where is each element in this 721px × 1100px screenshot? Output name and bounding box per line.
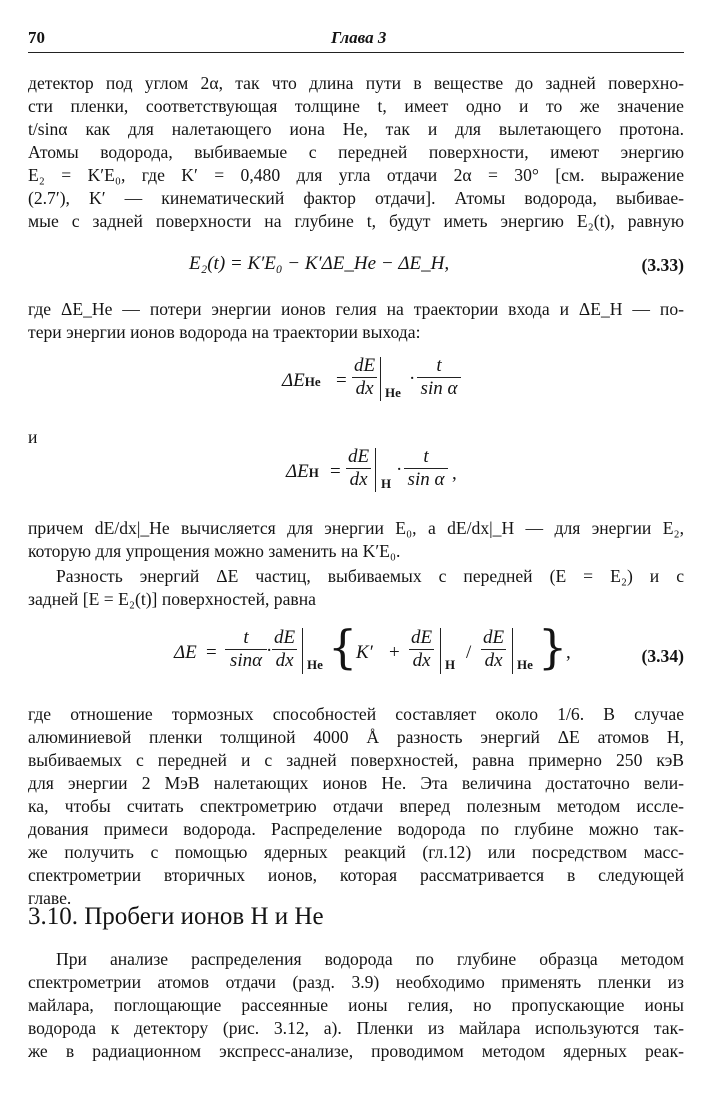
text-line: майлара, поглощающие рассеянные ионы гелия, но пропускающие ионы [28, 995, 684, 1015]
text-line: водорода к детектору (рис. 3.12, а). Пленки из майлара используются так- [28, 1018, 684, 1038]
fraction-t-sin [225, 627, 267, 672]
trailing-comma: , [452, 463, 457, 484]
text-line: где отношение тормозных способностей составляет около 1/6. В случае [28, 704, 684, 724]
denominator: dx [355, 378, 374, 399]
text-line: спектрометрии атомов отдачи (разд. 3.9) необходимо применять пленки из [28, 972, 684, 992]
numerator: t [225, 627, 267, 650]
multiply-dot: · [266, 640, 273, 661]
text-line: спектрометрии вторичных ионов, которая рассматривается в следующей [28, 865, 684, 885]
fraction-de-dx-he [481, 627, 506, 672]
eval-subscript: He [385, 385, 401, 400]
denominator: dx [275, 650, 294, 671]
evaluation-bar [375, 448, 376, 492]
running-head [28, 28, 684, 53]
text-line: При анализе распределения водорода по глубине образца методом [56, 949, 684, 969]
denominator: dx [349, 469, 368, 490]
eq-equals: = [336, 370, 347, 391]
eq-lhs-subscript: H [308, 465, 319, 480]
denominator: dx [412, 650, 431, 671]
text-line: алюминиевой пленки толщиной 4000 Å разность энергий ΔE атомов H, [28, 727, 684, 747]
numerator: dE [348, 446, 370, 467]
text-line: Разность энергий ΔE частиц, выбиваемых с передней (E = E₂) и с [56, 566, 684, 586]
close-brace: } [538, 620, 568, 674]
text-line: тери энергии ионов водорода на траектории выхода: [28, 322, 421, 342]
numerator: dE [274, 627, 296, 648]
evaluation-bar [440, 628, 441, 674]
text-line: E₂ = K′E₀, где K′ = 0,480 для угла отдачи 2α = 30° [см. выражение [28, 165, 684, 185]
section-heading: 3.10. Пробеги ионов H и He [28, 903, 324, 930]
eq-equals: = [206, 642, 217, 663]
denominator: sin α [407, 469, 445, 490]
eq-lhs [282, 370, 321, 392]
text-line: причем dE/dx|_He вычисляется для энергии E₀, а dE/dx|_H — для энергии E₂, [28, 518, 684, 538]
eq-equals: = [330, 461, 341, 482]
text-line: мые с задней поверхности на глубине t, будут иметь энергию E₂(t), равную [28, 211, 684, 231]
numerator: dE [411, 627, 433, 648]
fraction-de-dx [272, 627, 297, 672]
eq-lhs: ΔE [174, 642, 197, 663]
numerator: t [404, 446, 448, 469]
trailing-comma: , [566, 642, 571, 663]
fraction-de-dx [352, 355, 377, 400]
conjunction: и [28, 427, 38, 447]
multiply-dot: · [396, 459, 403, 480]
numerator: dE [354, 355, 376, 376]
numerator: dE [483, 627, 505, 648]
fraction-de-dx-h [409, 627, 434, 672]
eq-lhs-symbol: ΔE [286, 461, 309, 482]
eq-lhs-symbol: ΔE [282, 370, 305, 391]
denominator: dx [484, 650, 503, 671]
multiply-dot: · [409, 368, 416, 389]
division-slash: / [466, 642, 472, 663]
text-line: (2.7′), K′ — кинематический фактор отдачи]. Атомы водорода, выбивае- [28, 188, 684, 208]
fraction-t-sin [404, 446, 448, 491]
k-prime: K′ [356, 642, 373, 663]
eval-subscript: H [445, 657, 456, 672]
equation-number: (3.34) [641, 646, 684, 666]
page-number: 70 [28, 28, 45, 47]
eq-lhs-subscript: He [304, 374, 321, 389]
fraction-de-dx [346, 446, 371, 491]
eq-lhs [286, 461, 319, 483]
text-line: выбиваемых с передней и с задней поверхностей, равна примерно 250 кэВ [28, 750, 684, 770]
plus-sign: + [389, 642, 400, 663]
text-line: Атомы водорода, выбиваемые с передней поверхности, имеют энергию [28, 142, 684, 162]
text-line: же получить с помощью ядерных реакций (гл.12) или посредством масс- [28, 842, 684, 862]
eval-subscript: H [381, 476, 392, 491]
numerator: t [417, 355, 461, 378]
text-line: t/sinα как для налетающего иона He, так и для вылетающего протона. [28, 119, 684, 139]
equation-number: (3.33) [641, 255, 684, 275]
equation-body: E₂(t) = K′E₀ − K′ΔE_He − ΔE_H, [189, 253, 450, 274]
text-line: же в радиационном экспресс-анализе, проводимом методом ядерных реак- [28, 1041, 684, 1061]
text-line: для энергии 2 МэВ налетающих ионов He. Эта величина достаточно вели- [28, 773, 684, 793]
open-brace: { [328, 620, 358, 674]
chapter-title: Глава 3 [331, 28, 387, 47]
denominator: sin α [420, 378, 458, 399]
fraction-t-sin [417, 355, 461, 400]
text-line: задней [E = E₂(t)] поверхностей, равна [28, 589, 316, 609]
text-line: дования примеси водорода. Распределение водорода по глубине можно так- [28, 819, 684, 839]
text-line: которую для упрощения можно заменить на K′E₀. [28, 541, 401, 561]
text-line: ка, чтобы считать спектрометрию отдачи вперед полезным методом иссле- [28, 796, 684, 816]
text-line: где ΔE_He — потери энергии ионов гелия на траектории входа и ΔE_H — по- [28, 299, 684, 319]
denominator: sinα [229, 650, 263, 671]
evaluation-bar [302, 628, 303, 674]
text-line: главе. [28, 888, 72, 908]
evaluation-bar [380, 357, 381, 401]
eval-subscript: He [517, 657, 533, 672]
eval-subscript: He [307, 657, 323, 672]
text-line: сти пленки, соответствующая толщине t, имеет одно и то же значение [28, 96, 684, 116]
text-line: детектор под углом 2α, так что длина пути в веществе до задней поверхно- [28, 73, 684, 93]
evaluation-bar [512, 628, 513, 674]
